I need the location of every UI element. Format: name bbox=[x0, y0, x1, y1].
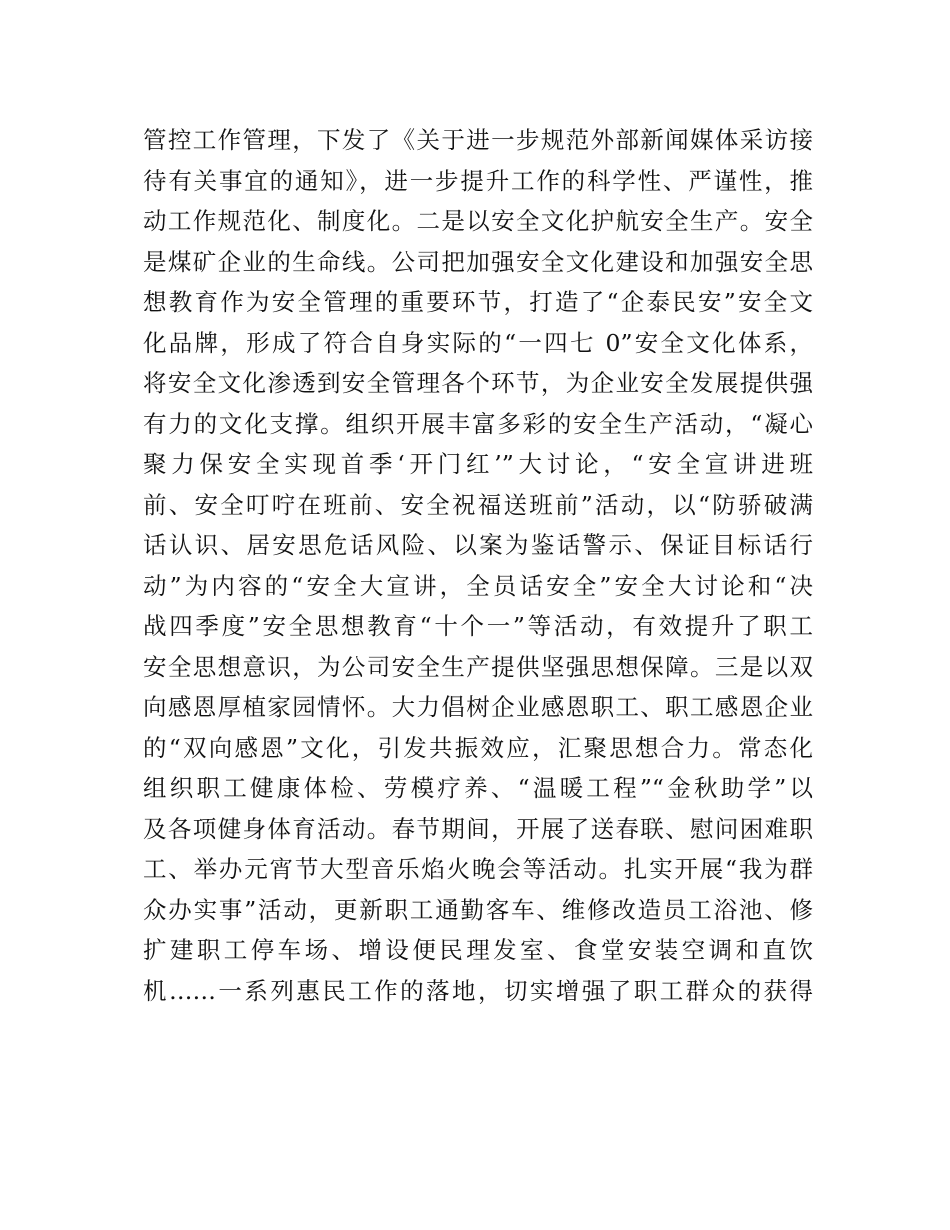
text-line: 有力的文化支撑。组织开展丰富多彩的安全生产活动，“凝心 bbox=[143, 409, 813, 438]
text-line: 及各项健身体育活动。春节期间，开展了送春联、慰问困难职 bbox=[143, 814, 813, 843]
text-line: 组织职工健康体检、劳模疗养、“温暖工程”“金秋助学”以 bbox=[143, 774, 813, 802]
text-line: 动”为内容的“安全大宣讲，全员话安全”安全大讨论和“决 bbox=[143, 571, 813, 600]
text-line: 安全思想意识，为公司安全生产提供坚强思想保障。三是以双 bbox=[143, 652, 813, 681]
text-line: 扩建职工停车场、增设便民理发室、食堂安装空调和直饮 bbox=[143, 936, 813, 964]
text-line: 众办实事”活动，更新职工通勤客车、维修改造员工浴池、修 bbox=[143, 895, 813, 924]
text-line: 的“双向感恩”文化，引发共振效应，汇聚思想合力。常态化 bbox=[143, 733, 813, 762]
text-line: 是煤矿企业的生命线。公司把加强安全文化建设和加强安全思 bbox=[143, 247, 813, 276]
text-line: 想教育作为安全管理的重要环节，打造了“企泰民安”安全文 bbox=[143, 288, 813, 316]
text-line: 待有关事宜的通知》，进一步提升工作的科学性、严谨性，推 bbox=[143, 166, 813, 195]
text-line: 话认识、居安思危话风险、以案为鉴话警示、保证目标话行 bbox=[143, 531, 813, 559]
text-line: 管控工作管理，下发了《关于进一步规范外部新闻媒体采访接 bbox=[143, 126, 813, 154]
text-line: 机……一系列惠民工作的落地，切实增强了职工群众的获得 bbox=[143, 976, 813, 1005]
text-line: 前、安全叮咛在班前、安全祝福送班前”活动，以“防骄破满 bbox=[143, 490, 813, 519]
text-line: 将安全文化渗透到安全管理各个环节，为企业安全发展提供强 bbox=[143, 369, 813, 397]
text-line: 化品牌，形成了符合自身实际的“一四七 0”安全文化体系， bbox=[143, 328, 813, 357]
text-line: 向感恩厚植家园情怀。大力倡树企业感恩职工、职工感恩企业 bbox=[143, 693, 813, 721]
text-line: 战四季度”安全思想教育“十个一”等活动，有效提升了职工 bbox=[143, 612, 813, 640]
text-line: 工、举办元宵节大型音乐焰火晚会等活动。扎实开展“我为群 bbox=[143, 855, 813, 883]
text-line: 动工作规范化、制度化。二是以安全文化护航安全生产。安全 bbox=[143, 207, 813, 235]
body-text bbox=[143, 120, 813, 1011]
text-line: 聚力保安全实现首季‘开门红’”大讨论，“安全宣讲进班 bbox=[143, 450, 813, 478]
